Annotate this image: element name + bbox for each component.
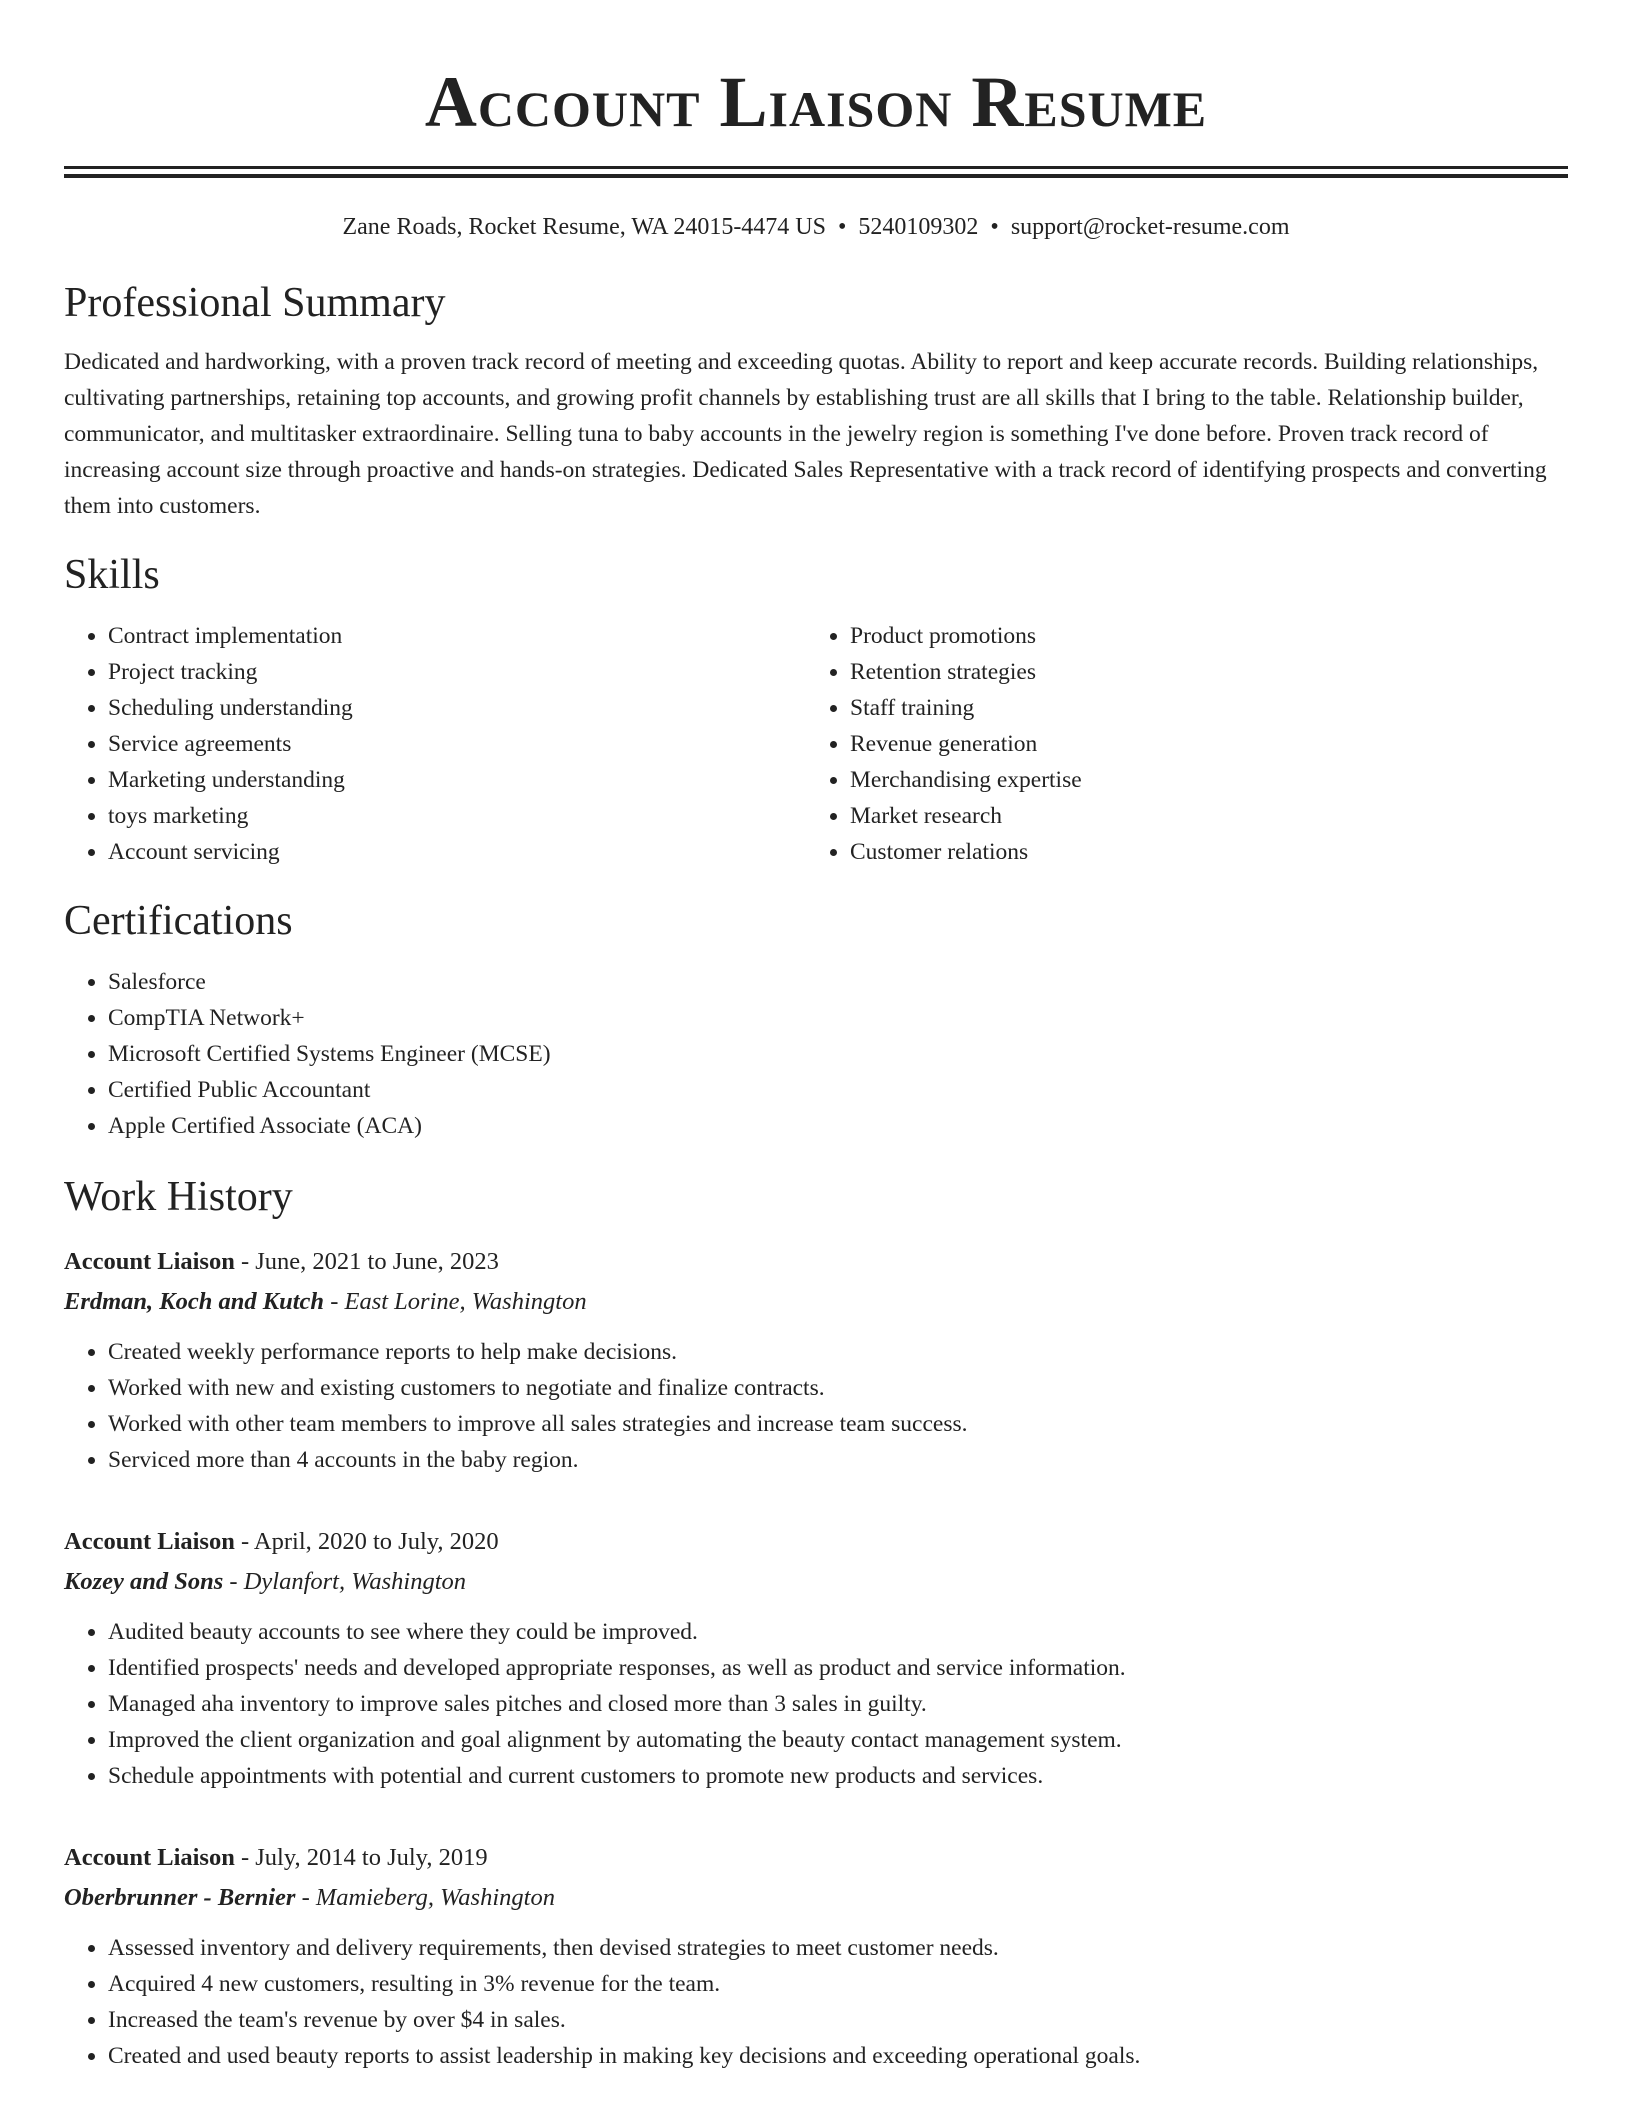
skill-item: • Market research	[850, 798, 1548, 834]
job-duty: • Identified prospects' needs and developed appropriate responses, as well as product and service information.	[108, 1650, 1568, 1686]
skill-item: • Service agreements	[108, 726, 806, 762]
job-entry	[64, 1838, 1568, 2074]
job-duties-list	[64, 1614, 1568, 1794]
job-duty: • Serviced more than 4 accounts in the baby region.	[108, 1442, 1568, 1478]
skills-list-left	[64, 618, 806, 870]
skills-column-right	[806, 618, 1548, 870]
job-title: Account Liaison	[64, 1844, 235, 1871]
job-company-line: Erdman, Koch and Kutch - East Lorine, Washington	[64, 1288, 587, 1315]
skills-section	[64, 550, 1568, 870]
job-dates: June, 2021 to June, 2023	[255, 1248, 499, 1275]
job-title-line: Account Liaison - July, 2014 to July, 2019	[64, 1844, 488, 1871]
certifications-heading: Certifications	[64, 898, 293, 944]
certification-item: • Microsoft Certified Systems Engineer (MCSE)	[108, 1036, 1568, 1072]
skill-item: • Retention strategies	[850, 654, 1548, 690]
skill-item: • Marketing understanding	[108, 762, 806, 798]
job-duty: • Improved the client organization and goal alignment by automating the beauty contact management system.	[108, 1722, 1568, 1758]
job-duty: • Acquired 4 new customers, resulting in 3% revenue for the team.	[108, 1966, 1568, 2002]
skill-item: • Product promotions	[850, 618, 1548, 654]
job-duty: • Managed aha inventory to improve sales pitches and closed more than 3 sales in guilty.	[108, 1686, 1568, 1722]
job-entry	[64, 1242, 1568, 1478]
job-title: Account Liaison	[64, 1528, 235, 1555]
contact-phone: 5240109302	[858, 214, 979, 240]
contact-line	[64, 212, 1568, 242]
resume-page	[64, 0, 1568, 2074]
skill-item: • toys marketing	[108, 798, 806, 834]
job-duties-list	[64, 1930, 1568, 2074]
job-company: Erdman, Koch and Kutch	[64, 1288, 325, 1315]
job-duty: • Audited beauty accounts to see where they could be improved.	[108, 1614, 1568, 1650]
skill-item: • Contract implementation	[108, 618, 806, 654]
skill-item: • Project tracking	[108, 654, 806, 690]
job-company-line: Kozey and Sons - Dylanfort, Washington	[64, 1568, 467, 1595]
skill-item: • Account servicing	[108, 834, 806, 870]
job-title: Account Liaison	[64, 1248, 235, 1275]
job-duty: • Increased the team's revenue by over $4 in sales.	[108, 2002, 1568, 2038]
job-duty: • Schedule appointments with potential and current customers to promote new products and services.	[108, 1758, 1568, 1794]
skills-heading: Skills	[64, 552, 160, 598]
job-company-line: Oberbrunner - Bernier - Mamieberg, Washington	[64, 1884, 555, 1911]
contact-email: support@rocket-resume.com	[1010, 214, 1290, 240]
skill-item: • Revenue generation	[850, 726, 1548, 762]
summary-heading: Professional Summary	[64, 280, 446, 326]
certification-item: • Certified Public Accountant	[108, 1072, 1568, 1108]
job-duties-list	[64, 1334, 1568, 1478]
skills-grid	[64, 618, 1568, 870]
skills-column-left	[64, 618, 806, 870]
skill-item: • Scheduling understanding	[108, 690, 806, 726]
certification-item: • CompTIA Network+	[108, 1000, 1568, 1036]
job-company: Oberbrunner - Bernier	[64, 1884, 296, 1911]
contact-separator: •	[990, 214, 999, 240]
job-dates: April, 2020 to July, 2020	[253, 1528, 499, 1555]
job-duty: • Created and used beauty reports to assist leadership in making key decisions and exceeding operational goals.	[108, 2038, 1568, 2074]
title-divider	[64, 166, 1568, 178]
resume-title: Account Liaison Resume	[424, 62, 1208, 142]
work-history-heading: Work History	[64, 1174, 293, 1220]
contact-separator: •	[838, 214, 847, 240]
summary-text: Dedicated and hardworking, with a proven track record of meeting and exceeding quotas. Ability to report and keep accurate records. Building relationships, cultivating partnerships, retaining top accounts, and growing profit channels by establishing trust are all skills that I bring to the table. Relationship builder, communicator, and multitasker extraordinaire. Selling tuna to baby accounts in the jewelry region is something I've done before. Proven track record of increasing account size through proactive and hands-on strategies. Dedicated Sales Representative with a track record of identifying prospects and converting them into customers.	[64, 349, 1547, 519]
job-company: Kozey and Sons	[64, 1568, 224, 1595]
contact-address: Zane Roads, Rocket Resume, WA 24015-4474 US	[342, 214, 826, 240]
certifications-list	[64, 964, 1568, 1144]
job-dates: July, 2014 to July, 2019	[255, 1844, 488, 1871]
work-history-section	[64, 1172, 1568, 2074]
job-duty: • Worked with other team members to improve all sales strategies and increase team success.	[108, 1406, 1568, 1442]
certifications-section	[64, 896, 1568, 1144]
summary-section	[64, 278, 1568, 524]
job-duty: • Created weekly performance reports to help make decisions.	[108, 1334, 1568, 1370]
job-location: Dylanfort, Washington	[243, 1568, 467, 1595]
job-title-line: Account Liaison - April, 2020 to July, 2020	[64, 1528, 499, 1555]
skill-item: • Customer relations	[850, 834, 1548, 870]
skills-list-right	[806, 618, 1548, 870]
job-entry	[64, 1522, 1568, 1794]
job-duty: • Assessed inventory and delivery requirements, then devised strategies to meet customer needs.	[108, 1930, 1568, 1966]
job-duty: • Worked with new and existing customers to negotiate and finalize contracts.	[108, 1370, 1568, 1406]
job-location: East Lorine, Washington	[344, 1288, 587, 1315]
skill-item: • Staff training	[850, 690, 1548, 726]
skill-item: • Merchandising expertise	[850, 762, 1548, 798]
job-title-line: Account Liaison - June, 2021 to June, 2023	[64, 1248, 499, 1275]
job-location: Mamieberg, Washington	[315, 1884, 555, 1911]
certification-item: • Apple Certified Associate (ACA)	[108, 1108, 1568, 1144]
certification-item: • Salesforce	[108, 964, 1568, 1000]
